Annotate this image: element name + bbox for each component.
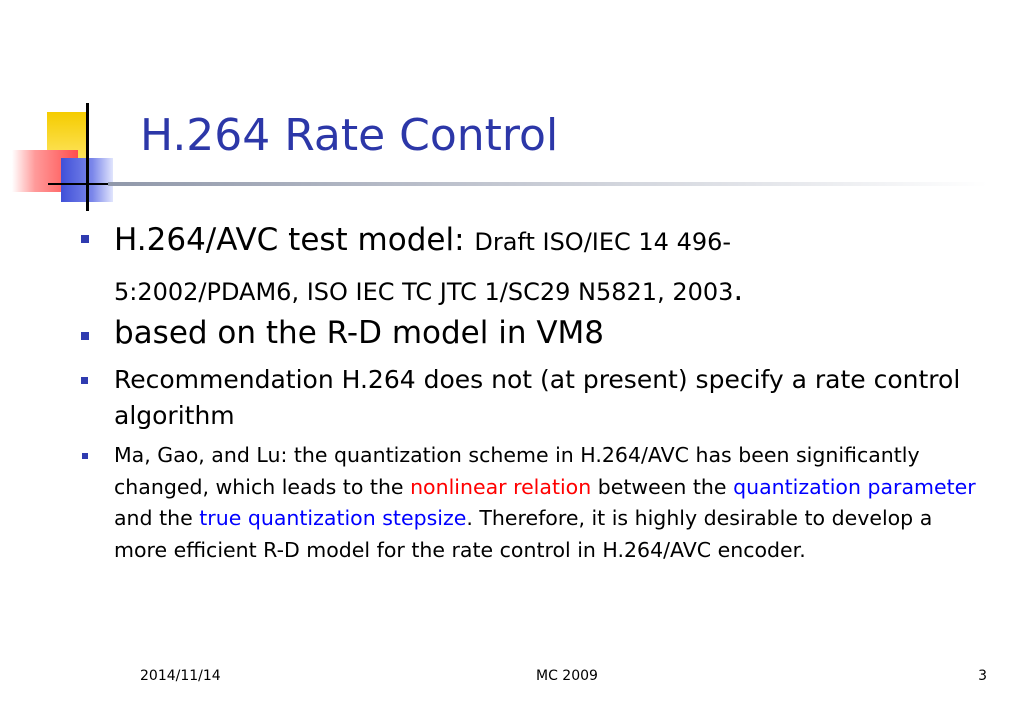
highlight-quantization-parameter: quantization parameter: [733, 474, 976, 499]
bullet-text-part: Ma, Gao, and Lu: the quantization scheme in H.264/AVC has been significantly changed, which leads to the: [114, 443, 920, 499]
bullet-text: based on the R-D model in VM8: [114, 315, 604, 351]
bullet-end: .: [733, 272, 744, 308]
bullet-square-icon: [82, 453, 88, 459]
horizontal-line-decoration: [48, 183, 108, 185]
footer-page-number: 3: [978, 668, 987, 684]
bullet-text-part: . Therefore, it is highly desirable to develop a more efficient R-D model for the rate control in H.264/AVC encoder.: [114, 506, 933, 562]
title-underline-rule: [108, 182, 988, 186]
vertical-line-decoration: [86, 103, 89, 211]
bullet-square-icon: [81, 235, 89, 243]
bullet-text: Recommendation H.264 does not (at present) specify a rate control algorithm: [114, 365, 961, 430]
bullet-lead: H.264/AVC test model:: [114, 222, 475, 258]
footer-course-label: MC 2009: [536, 668, 598, 684]
bullet-square-icon: [81, 332, 89, 340]
footer-date: 2014/11/14: [140, 668, 221, 684]
slide-title: H.264 Rate Control: [140, 110, 559, 161]
bullet-detail: Draft ISO/IEC 14 496-5:2002/PDAM6, ISO IEC TC JTC 1/SC29 N5821, 2003: [114, 228, 734, 306]
bullet-text: [114, 216, 854, 316]
highlight-true-quantization-stepsize: true quantization stepsize: [199, 506, 467, 530]
highlight-nonlinear-relation: nonlinear relation: [410, 474, 592, 499]
bullet-text-part: between the: [591, 474, 734, 499]
bullet-square-icon: [81, 377, 88, 384]
bullet-text: [114, 440, 989, 566]
bullet-text-part: and the: [114, 506, 200, 530]
